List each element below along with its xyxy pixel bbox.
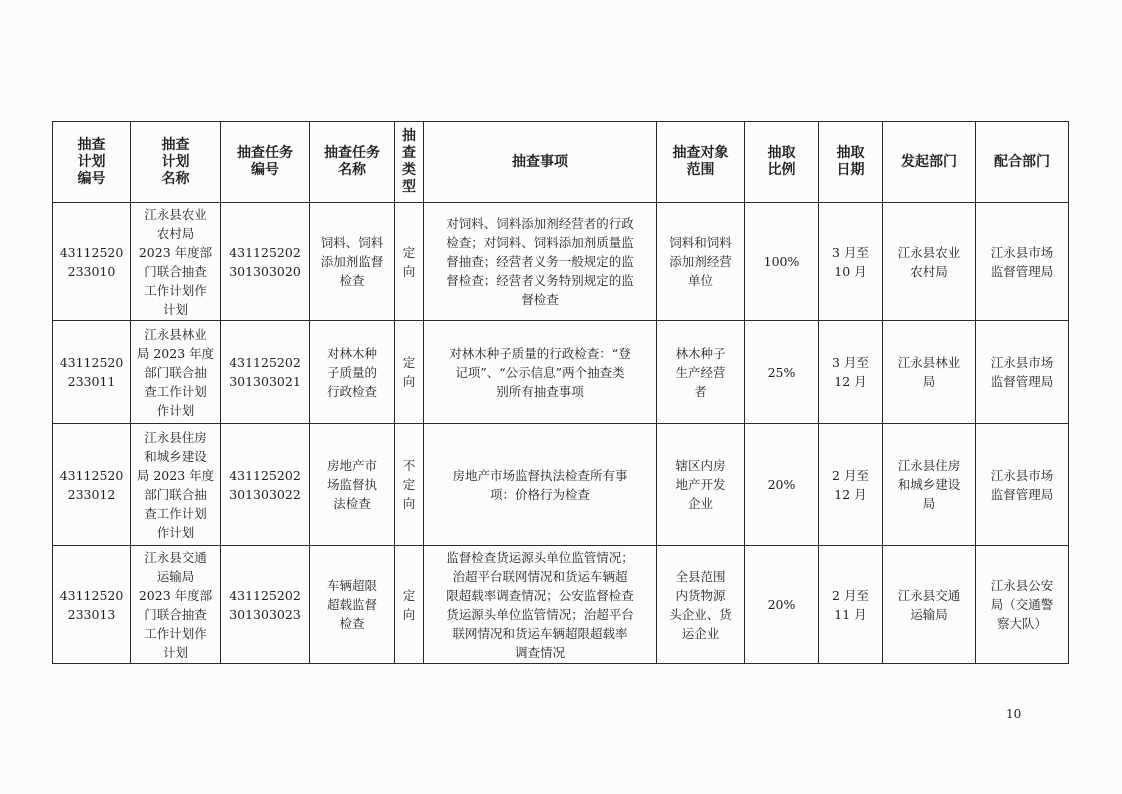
- cell-plan-name: 江永县交通 运输局 2023 年度部 门联合抽查 工作计划作 计划: [131, 546, 221, 664]
- cell-initiator: 江永县农业 农村局: [883, 203, 976, 321]
- cell-items: 对林木种子质量的行政检查：“登 记项”、“公示信息”两个抽查类 别所有抽查事项: [424, 321, 657, 424]
- cell-type: 定 向: [395, 321, 424, 424]
- header-task-name: 抽查任务 名称: [310, 122, 395, 203]
- cell-items: 房地产市场监督执法检查所有事 项：价格行为检查: [424, 424, 657, 546]
- cell-type: 定 向: [395, 203, 424, 321]
- cell-scope: 饲料和饲料 添加剂经营 单位: [657, 203, 745, 321]
- cell-scope: 全县范围 内货物源 头企业、货 运企业: [657, 546, 745, 664]
- cell-partner: 江永县市场 监督管理局: [976, 321, 1069, 424]
- cell-items: 对饲料、饲料添加剂经营者的行政 检查；对饲料、饲料添加剂质量监 督抽查；经营者义务一般规定的监 督检查；经营者义务特别规定的监 督检查: [424, 203, 657, 321]
- cell-plan-name: 江永县林业 局 2023 年度 部门联合抽 查工作计划 作计划: [131, 321, 221, 424]
- cell-plan-code: 43112520 233013: [53, 546, 131, 664]
- cell-task-code: 431125202 301303022: [221, 424, 310, 546]
- cell-scope: 林木种子 生产经营 者: [657, 321, 745, 424]
- cell-date: 3 月至 10 月: [819, 203, 883, 321]
- header-plan-name: 抽查 计划 名称: [131, 122, 221, 203]
- cell-task-code: 431125202 301303023: [221, 546, 310, 664]
- cell-initiator: 江永县交通 运输局: [883, 546, 976, 664]
- cell-plan-code: 43112520 233012: [53, 424, 131, 546]
- cell-ratio: 20%: [745, 546, 819, 664]
- header-ratio: 抽取 比例: [745, 122, 819, 203]
- table-row: [53, 321, 1069, 424]
- cell-partner: 江永县市场 监督管理局: [976, 424, 1069, 546]
- header-partner: 配合部门: [976, 122, 1069, 203]
- cell-type: 不 定 向: [395, 424, 424, 546]
- cell-plan-code: 43112520 233010: [53, 203, 131, 321]
- cell-plan-code: 43112520 233011: [53, 321, 131, 424]
- cell-type: 定 向: [395, 546, 424, 664]
- header-row: [53, 122, 1069, 203]
- cell-initiator: 江永县林业 局: [883, 321, 976, 424]
- cell-task-name: 对林木种 子质量的 行政检查: [310, 321, 395, 424]
- cell-date: 2 月至 11 月: [819, 546, 883, 664]
- cell-initiator: 江永县住房 和城乡建设 局: [883, 424, 976, 546]
- cell-date: 3 月至 12 月: [819, 321, 883, 424]
- cell-partner: 江永县公安 局（交通警 察大队）: [976, 546, 1069, 664]
- cell-task-code: 431125202 301303020: [221, 203, 310, 321]
- header-plan-code: 抽查 计划 编号: [53, 122, 131, 203]
- header-initiator: 发起部门: [883, 122, 976, 203]
- table-row: [53, 203, 1069, 321]
- header-type: 抽 查 类 型: [395, 122, 424, 203]
- table-row: [53, 424, 1069, 546]
- cell-items: 监督检查货运源头单位监管情况； 治超平台联网情况和货运车辆超 限超载率调查情况；公安监督检查 货运源头单位监管情况；治超平台 联网情况和货运车辆超限超载率 调查情况: [424, 546, 657, 664]
- cell-task-name: 饲料、饲料 添加剂监督 检查: [310, 203, 395, 321]
- header-date: 抽取 日期: [819, 122, 883, 203]
- spot-check-plan-table: [52, 121, 1069, 664]
- cell-partner: 江永县市场 监督管理局: [976, 203, 1069, 321]
- cell-ratio: 25%: [745, 321, 819, 424]
- table-row: [53, 546, 1069, 664]
- cell-ratio: 20%: [745, 424, 819, 546]
- cell-date: 2 月至 12 月: [819, 424, 883, 546]
- cell-task-name: 房地产市 场监督执 法检查: [310, 424, 395, 546]
- cell-task-name: 车辆超限 超载监督 检查: [310, 546, 395, 664]
- cell-plan-name: 江永县农业 农村局 2023 年度部 门联合抽查 工作计划作 计划: [131, 203, 221, 321]
- cell-ratio: 100%: [745, 203, 819, 321]
- header-items: 抽查事项: [424, 122, 657, 203]
- header-task-code: 抽查任务 编号: [221, 122, 310, 203]
- cell-plan-name: 江永县住房 和城乡建设 局 2023 年度 部门联合抽 查工作计划 作计划: [131, 424, 221, 546]
- cell-scope: 辖区内房 地产开发 企业: [657, 424, 745, 546]
- page-number: 10: [1006, 707, 1022, 721]
- header-scope: 抽查对象 范围: [657, 122, 745, 203]
- cell-task-code: 431125202 301303021: [221, 321, 310, 424]
